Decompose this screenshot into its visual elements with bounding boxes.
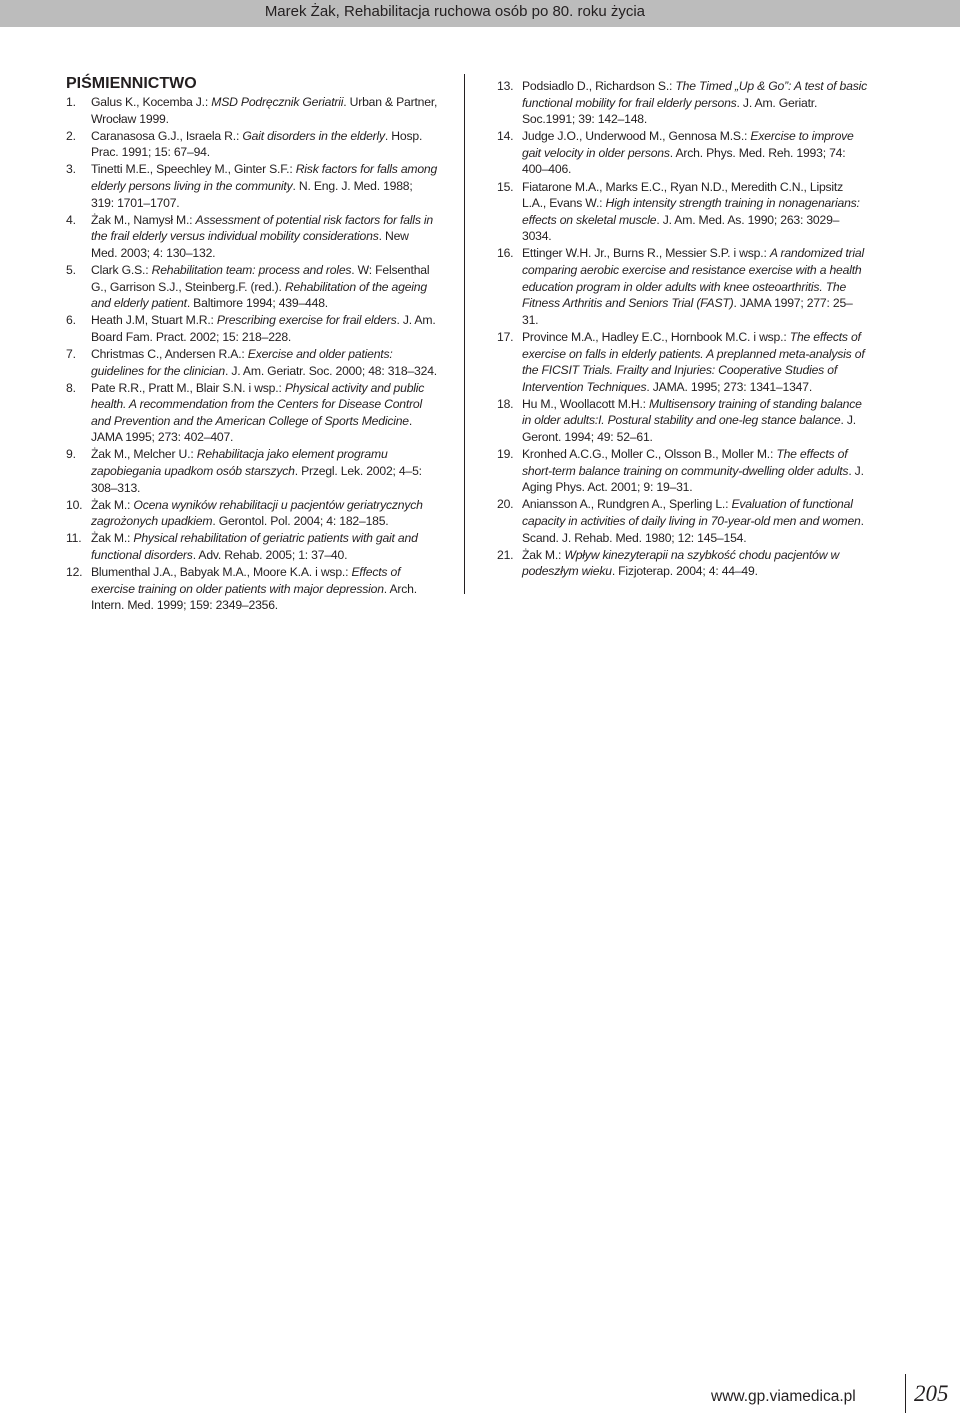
reference-item bbox=[497, 496, 867, 546]
reference-title: MSD Podręcznik Geriatrii bbox=[211, 95, 344, 109]
reference-authors: Żak M.: bbox=[91, 497, 134, 512]
reference-book-source: . Baltimore 1994; 439–448. bbox=[186, 296, 328, 311]
reference-number: 13. bbox=[497, 79, 514, 93]
reference-item bbox=[66, 530, 438, 563]
reference-number: 12. bbox=[66, 565, 83, 580]
reference-number: 18. bbox=[497, 396, 514, 411]
reference-title: Evaluation of functional capacity in activities of daily living in 70-year-old men and women bbox=[522, 497, 861, 528]
reference-source: . N. Eng. J. Med. 1988; 319: 1701–1707. bbox=[91, 178, 413, 210]
reference-item bbox=[497, 329, 867, 395]
reference-authors: Aniansson A., Rundgren A., Sperling L.: bbox=[522, 497, 732, 512]
reference-title: Gait disorders in the elderly bbox=[242, 128, 385, 143]
reference-source: . J. Aging Phys. Act. 2001; 9: 19–31. bbox=[522, 463, 864, 495]
reference-item bbox=[66, 161, 438, 211]
reference-title: Assessment of potential risk factors for falls in the frail elderly versus individual mobility considerations bbox=[91, 212, 433, 244]
reference-source: . Urban & Partner, Wrocław 1999. bbox=[91, 95, 438, 126]
reference-authors: Tinetti M.E., Speechley M., Ginter S.F.: bbox=[91, 162, 296, 177]
reference-title: The effects of exercise on falls in elderly patients. A preplanned meta-analysis of the FICSIT Trials. Frailty and Injuries: Cooperative Studies of Intervention Techniques bbox=[522, 329, 865, 394]
reference-item bbox=[497, 179, 867, 245]
reference-title: High intensity strength training in nonagenarians: effects on skeletal muscle bbox=[522, 196, 860, 227]
reference-item bbox=[66, 446, 438, 496]
reference-source: . Gerontol. Pol. 2004; 4: 182–185. bbox=[212, 514, 389, 529]
reference-authors: Żak M.: bbox=[91, 531, 134, 546]
reference-source: . Hosp. Prac. 1991; 15: 67–94. bbox=[91, 128, 423, 160]
column-divider bbox=[464, 74, 465, 594]
reference-title: Ocena wyników rehabilitacji u pacjentów geriatrycznych zagrożonych upadkiem bbox=[91, 497, 423, 529]
reference-item bbox=[66, 128, 438, 161]
reference-number: 1. bbox=[66, 95, 76, 109]
reference-number: 11. bbox=[66, 531, 82, 546]
reference-number: 10. bbox=[66, 497, 83, 512]
reference-number: 17. bbox=[497, 329, 514, 344]
reference-source: . Fizjoterap. 2004; 4: 44–49. bbox=[611, 564, 758, 579]
reference-title: Physical activity and public health. A recommendation from the Centers for Disease Control and Prevention and the American College of Sports Medicine bbox=[91, 380, 425, 428]
reference-title: Prescribing exercise for frail elders bbox=[216, 313, 397, 328]
reference-source: . JAMA 1995; 273: 402–407. bbox=[91, 413, 413, 445]
reference-number: 14. bbox=[497, 129, 514, 144]
reference-number: 16. bbox=[497, 246, 514, 261]
reference-source: . W: Felsenthal G., Garrison S.J., Steinberg.F. (red.). bbox=[91, 262, 430, 294]
reference-authors: Heath J.M, Stuart M.R.: bbox=[91, 313, 217, 328]
reference-item bbox=[66, 380, 438, 446]
reference-number: 3. bbox=[66, 162, 76, 177]
reference-source: . J. Geront. 1994; 49: 52–61. bbox=[522, 413, 856, 444]
reference-title: Rehabilitation team: process and roles bbox=[151, 262, 352, 277]
reference-item bbox=[66, 346, 438, 379]
reference-item bbox=[66, 312, 438, 345]
reference-title: Exercise to improve gait velocity in older persons bbox=[522, 129, 854, 160]
reference-title: Physical rehabilitation of geriatric patients with gait and functional disorders bbox=[91, 531, 418, 563]
running-header-title: Marek Żak, Rehabilitacja ruchowa osób po 80. roku życia bbox=[264, 3, 645, 20]
reference-authors: Caranasosa G.J., Israela R.: bbox=[91, 128, 243, 143]
reference-number: 15. bbox=[497, 179, 514, 194]
reference-number: 6. bbox=[66, 313, 76, 328]
reference-item bbox=[497, 128, 867, 178]
reference-number: 2. bbox=[66, 128, 76, 143]
reference-title: The Timed „Up & Go”: A test of basic functional mobility for frail elderly persons bbox=[522, 79, 868, 110]
reference-authors: Clark G.S.: bbox=[91, 262, 152, 277]
reference-item bbox=[66, 94, 438, 127]
reference-title: Multisensory training of standing balance in older adults:I. Postural stability and one-leg stance balance bbox=[522, 396, 862, 428]
reference-number: 21. bbox=[497, 547, 514, 562]
reference-authors: Galus K., Kocemba J.: bbox=[91, 95, 212, 109]
running-header bbox=[0, 0, 960, 27]
reference-source: . Arch. Phys. Med. Reh. 1993; 74: 400–406. bbox=[522, 145, 846, 177]
journal-url: www.gp.viamedica.pl bbox=[711, 1388, 856, 1405]
reference-source: . Scand. J. Rehab. Med. 1980; 12: 145–154. bbox=[522, 513, 864, 545]
reference-item bbox=[66, 564, 438, 614]
reference-number: 5. bbox=[66, 262, 76, 277]
reference-item bbox=[497, 78, 867, 128]
reference-source: . Adv. Rehab. 2005; 1: 37–40. bbox=[192, 548, 348, 563]
reference-item bbox=[66, 212, 438, 262]
reference-item bbox=[497, 547, 867, 580]
reference-authors: Province M.A., Hadley E.C., Hornbook M.C. i wsp.: bbox=[522, 329, 790, 344]
reference-source: . J. Am. Med. As. 1990; 263: 3029–3034. bbox=[522, 212, 840, 244]
reference-number: 7. bbox=[66, 346, 76, 361]
reference-item bbox=[497, 446, 867, 496]
reference-authors: Hu M., Woollacott M.H.: bbox=[522, 396, 650, 411]
reference-item bbox=[66, 497, 438, 530]
footer-divider bbox=[905, 1374, 906, 1413]
reference-item bbox=[497, 396, 867, 446]
reference-authors: Kronhed A.C.G., Moller C., Olsson B., Moller M.: bbox=[522, 447, 777, 462]
reference-number: 8. bbox=[66, 380, 76, 395]
references-column-right bbox=[497, 78, 867, 580]
reference-title: Wpływ kinezyterapii na szybkość chodu pacjentów w podeszłym wieku bbox=[522, 547, 840, 579]
reference-authors: Podsiadlo D., Richardson S.: bbox=[522, 79, 676, 93]
reference-title: Effects of exercise training on older patients with major depression bbox=[91, 565, 401, 596]
reference-authors: Fiatarone M.A., Marks E.C., Ryan N.D., Meredith C.N., Lipsitz L.A., Evans W.: bbox=[522, 179, 844, 211]
reference-book-title: Rehabilitation of the ageing and elderly patient bbox=[91, 279, 427, 311]
reference-title: Risk factors for falls among elderly persons living in the community bbox=[91, 162, 438, 193]
reference-number: 19. bbox=[497, 447, 514, 462]
reference-source: . Arch. Intern. Med. 1999; 159: 2349–2356. bbox=[91, 581, 417, 613]
reference-source: . J. Am. Geriatr. Soc.1991; 39: 142–148. bbox=[522, 95, 818, 127]
reference-authors: Żak M., Namysł M.: bbox=[91, 212, 196, 227]
reference-number: 4. bbox=[66, 212, 76, 227]
reference-authors: Christmas C., Andersen R.A.: bbox=[91, 346, 248, 361]
reference-item bbox=[66, 262, 438, 312]
reference-source: . JAMA 1997; 277: 25–31. bbox=[522, 296, 853, 327]
references-column-left bbox=[66, 75, 438, 614]
reference-source: . J. Am. Geriatr. Soc. 2000; 48: 318–324. bbox=[224, 363, 437, 378]
reference-authors: Judge J.O., Underwood M., Gennosa M.S.: bbox=[522, 129, 751, 144]
reference-authors: Żak M., Melcher U.: bbox=[91, 447, 197, 462]
reference-authors: Pate R.R., Pratt M., Blair S.N. i wsp.: bbox=[91, 380, 285, 395]
reference-number: 9. bbox=[66, 447, 76, 462]
reference-source: . JAMA. 1995; 273: 1341–1347. bbox=[646, 379, 813, 394]
reference-source: . New Med. 2003; 4: 130–132. bbox=[91, 229, 409, 260]
reference-item bbox=[497, 245, 867, 328]
reference-title: A randomized trial comparing aerobic exercise and resistance exercise with a health education program in older adults with knee osteoarthritis. The Fitness Arthritis and Seniors Trial (FAST) bbox=[522, 246, 864, 311]
reference-authors: Żak M.: bbox=[522, 547, 565, 562]
reference-source: . J. Am. Board Fam. Pract. 2002; 15: 218–228. bbox=[91, 313, 436, 344]
page-number: 205 bbox=[914, 1381, 949, 1406]
section-title: PIŚMIENNICTWO bbox=[66, 75, 197, 92]
reference-title: Exercise and older patients: guidelines for the clinician bbox=[91, 346, 393, 378]
reference-number: 20. bbox=[497, 497, 514, 512]
reference-authors: Ettinger W.H. Jr., Burns R., Messier S.P. i wsp.: bbox=[522, 246, 770, 261]
reference-authors: Blumenthal J.A., Babyak M.A., Moore K.A. i wsp.: bbox=[91, 565, 352, 580]
reference-source: . Przegl. Lek. 2002; 4–5: 308–313. bbox=[91, 464, 422, 495]
reference-title: Rehabilitacja jako element programu zapobiegania upadkom osób starszych bbox=[91, 447, 388, 479]
reference-title: The effects of short-term balance training on community-dwelling older adults bbox=[522, 447, 849, 478]
